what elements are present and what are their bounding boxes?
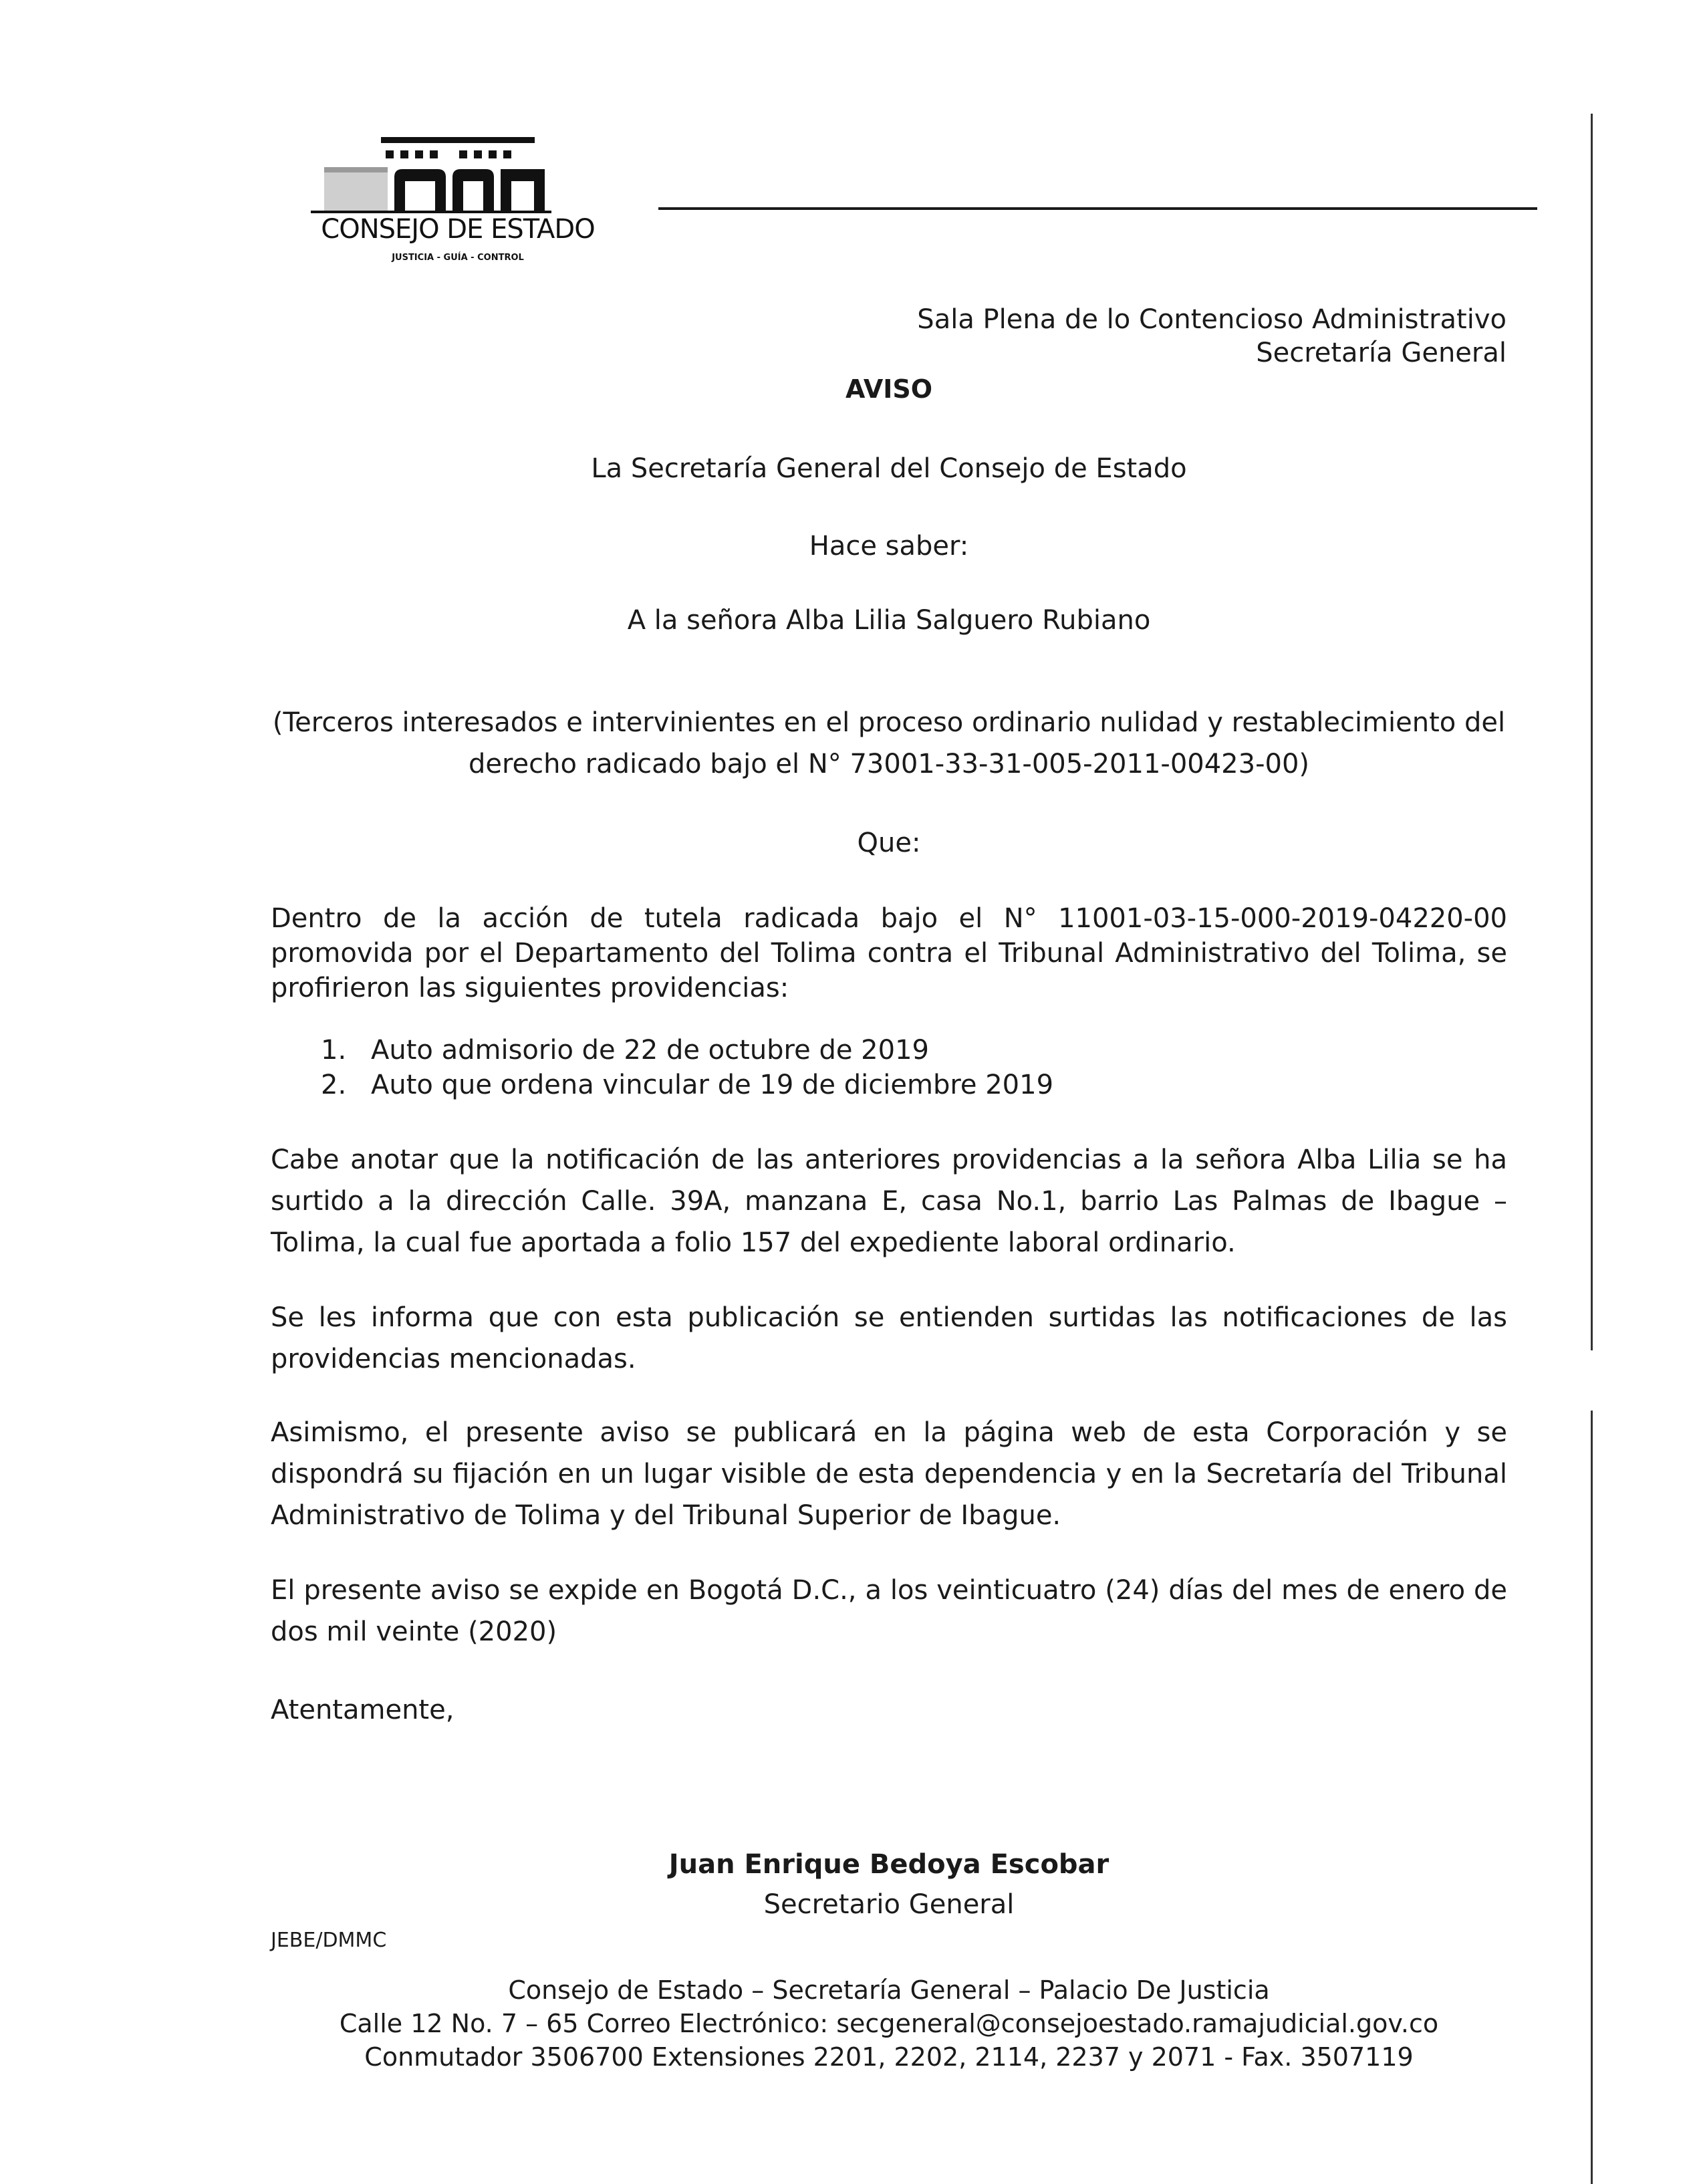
closing-line: Atentamente, <box>271 1695 454 1725</box>
logo-name: CONSEJO DE ESTADO <box>321 214 595 245</box>
sala-plena-line: Sala Plena de lo Contencioso Administrativo <box>917 304 1507 335</box>
terceros-line-1: (Terceros interesados e intervinientes en el proceso ordinario nulidad y restablecimiento del <box>272 707 1506 738</box>
paragraph-notificacion: Cabe anotar que la notificación de las anteriores providencias a la señora Alba Lilia se ha surtido a la dirección Calle. 39A, manzana E, casa No.1, barrio Las Palmas de Ibague – Tolima, la cual fue aportada a folio 157 del expediente laboral ordinario. <box>271 1144 1507 1258</box>
list-item: 2. Auto que ordena vincular de 19 de diciembre 2019 <box>321 1070 1054 1100</box>
scan-margin-line <box>1591 1411 1593 2184</box>
footer-line-1: Consejo de Estado – Secretaría General – Palacio De Justicia <box>508 1975 1270 2005</box>
terceros-line-2: derecho radicado bajo el N° 73001-33-31-005-2011-00423-00) <box>468 749 1310 779</box>
signer-title: Secretario General <box>763 1889 1015 1920</box>
courthouse-icon <box>311 137 605 221</box>
hace-saber-line: Hace saber: <box>809 531 969 562</box>
signer-name: Juan Enrique Bedoya Escobar <box>668 1849 1109 1880</box>
footer-line-3: Conmutador 3506700 Extensiones 2201, 2202, 2114, 2237 y 2071 - Fax. 3507119 <box>364 2042 1414 2072</box>
logo-motto: JUSTICIA - GUÍA - CONTROL <box>392 253 524 263</box>
providencias-list <box>321 1033 1053 1102</box>
consejo-de-estado-logo <box>311 137 605 264</box>
footer-line-2: Calle 12 No. 7 – 65 Correo Electrónico: secgeneral@consejoestado.ramajudicial.gov.co <box>339 2009 1439 2038</box>
intro-line: La Secretaría General del Consejo de Estado <box>591 453 1187 484</box>
secretaria-general-line: Secretaría General <box>1256 338 1507 368</box>
aviso-heading: AVISO <box>845 374 933 404</box>
paragraph-publicacion: Asimismo, el presente aviso se publicará en la página web de esta Corporación y se dispondrá su fijación en un lugar visible de esta dependencia y en la Secretaría del Tribunal Administrativo de Tolima y del Tribunal Superior de Ibague. <box>271 1417 1507 1531</box>
paragraph-informa: Se les informa que con esta publicación se entienden surtidas las notificaciones de las providencias mencionadas. <box>271 1302 1507 1374</box>
initials: JEBE/DMMC <box>271 1929 387 1952</box>
que-line: Que: <box>857 828 921 858</box>
paragraph-expedicion: El presente aviso se expide en Bogotá D.C., a los veinticuatro (24) días del mes de enero de dos mil veinte (2020) <box>271 1575 1507 1647</box>
addressee-line: A la señora Alba Lilia Salguero Rubiano <box>627 605 1151 636</box>
paragraph-tutela: Dentro de la acción de tutela radicada bajo el N° 11001-03-15-000-2019-04220-00 promovida por el Departamento del Tolima contra el Tribunal Administrativo del Tolima, se profirieron las siguientes providencias: <box>271 903 1507 1003</box>
scan-margin-line <box>1591 114 1593 1350</box>
list-item: 1. Auto admisorio de 22 de octubre de 2019 <box>321 1035 929 1066</box>
header-divider <box>658 207 1537 210</box>
